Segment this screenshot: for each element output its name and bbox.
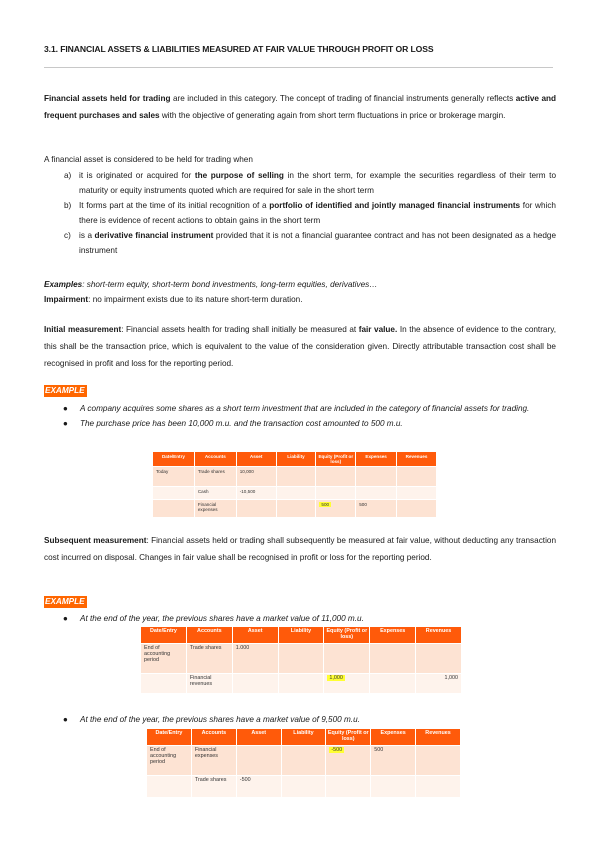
- cell-liability: [281, 745, 326, 775]
- header-accounts: Accounts: [191, 729, 236, 746]
- bullet-text: A company acquires some shares as a short term investment that are included in the category of financial assets for trading.: [80, 404, 530, 413]
- section-title: 3.1. FINANCIAL ASSETS & LIABILITIES MEASURED AT FAIR VALUE THROUGH PROFIT OR LOSS: [44, 44, 434, 54]
- title-divider: [44, 67, 553, 68]
- impairment-text: : no impairment exists due to its nature short-term duration.: [88, 295, 303, 304]
- list-item: [44, 401, 556, 416]
- cell-account: Cash: [194, 487, 236, 500]
- criteria-text: It forms part at the time of its initial recognition of a: [79, 201, 270, 210]
- cell-account: Financial revenues: [186, 673, 232, 693]
- criteria-list: [44, 168, 556, 258]
- cell-expenses: [370, 673, 416, 693]
- list-item: [44, 416, 556, 431]
- header-expenses: Expenses: [356, 452, 397, 467]
- cell-revenues: [397, 487, 437, 500]
- examples-label: Examples: [44, 280, 83, 289]
- cell-equity: [316, 500, 356, 518]
- cell-revenues: [416, 775, 461, 797]
- bullet-icon: ●: [63, 715, 68, 724]
- intro-paragraph: [44, 90, 556, 124]
- initial-text-2: In the absence of evidence to the contrary, this shall be the transaction price, which is equivalent to the value of the consideration given. Directly attributable transaction cost shall be recognised in profit and loss for the reporting period.: [44, 325, 556, 368]
- header-liability: Liability: [281, 729, 326, 746]
- bullet-icon: ●: [63, 614, 68, 623]
- subsequent-measurement-paragraph: [44, 532, 556, 566]
- cell-liability: [278, 673, 324, 693]
- cell-account: Trade shares: [194, 467, 236, 487]
- criteria-text: provided that it is not a financial guarantee contract and has not been designated as a hedge instrument: [79, 231, 556, 255]
- cell-date: [147, 775, 192, 797]
- header-date: Date/Entry: [153, 452, 195, 467]
- cell-liability: [276, 500, 316, 518]
- examples-text: : short-term equity, short-term bond investments, long-term equities, derivatives…: [82, 280, 378, 289]
- cell-asset: [236, 500, 276, 518]
- list-item: [44, 712, 556, 727]
- cell-equity: [324, 643, 370, 673]
- impairment-line: [44, 293, 302, 307]
- cell-revenues: 1,000: [416, 673, 462, 693]
- cell-date: [153, 500, 195, 518]
- table-row: [153, 467, 437, 487]
- table-row: [141, 643, 462, 673]
- cell-expenses: [356, 487, 397, 500]
- subsequent-text: : Financial assets held or trading shall subsequently be measured at fair value, without deducting any transaction cost incurred on disposal. Changes in fair value shall be recognised in profit or loss for the reporting period.: [44, 536, 556, 562]
- journal-table-initial: [152, 451, 437, 518]
- cell-account: Trade shares: [186, 643, 232, 673]
- cell-equity: [316, 487, 356, 500]
- cell-liability: [281, 775, 326, 797]
- bullet-icon: ●: [63, 404, 68, 413]
- header-date: Date/Entry: [147, 729, 192, 746]
- header-asset: Asset: [232, 627, 278, 644]
- cell-date: [141, 673, 187, 693]
- intro-bold-1: Financial assets held for trading: [44, 94, 171, 103]
- cell-asset: [232, 673, 278, 693]
- list-marker: a): [64, 171, 72, 180]
- list-marker: b): [64, 201, 72, 210]
- criteria-bold: derivative financial instrument: [94, 231, 214, 240]
- criteria-text: it is originated or acquired for: [79, 171, 195, 180]
- bullet-text: The purchase price has been 10,000 m.u. and the transaction cost amounted to 500 m.u.: [80, 419, 403, 428]
- criteria-text: for which there is evidence of recent actions to obtain gains in the short term: [79, 201, 556, 225]
- table-row: [147, 745, 461, 775]
- journal-table-loss: [146, 728, 461, 798]
- highlighted-value: -500: [331, 746, 343, 753]
- list-item: [44, 198, 556, 228]
- cell-date: [153, 487, 195, 500]
- table-row: [141, 673, 462, 693]
- criteria-text: is a: [79, 231, 95, 240]
- cell-asset: -10,500: [236, 487, 276, 500]
- header-equity: Equity (Profit or loss): [324, 627, 370, 644]
- initial-text-1: : Financial assets health for trading shall initially be measured at: [121, 325, 359, 334]
- header-equity: Equity (Profit or loss): [316, 452, 356, 467]
- table-row: [153, 500, 437, 518]
- cell-revenues: [397, 500, 437, 518]
- intro-text-2: with the objective of generating again from short term fluctuations in price or brokerage margin.: [159, 111, 506, 120]
- header-revenues: Revenues: [416, 627, 462, 644]
- list-item: [44, 168, 556, 198]
- cell-equity: [324, 673, 370, 693]
- cell-expenses: [356, 467, 397, 487]
- example-tag: EXAMPLE: [45, 597, 85, 606]
- cell-account: Financial expenses: [194, 500, 236, 518]
- header-expenses: Expenses: [370, 627, 416, 644]
- header-revenues: Revenues: [416, 729, 461, 746]
- cell-equity: [326, 745, 371, 775]
- cell-account: Financial expenses: [191, 745, 236, 775]
- cell-equity: [316, 467, 356, 487]
- cell-liability: [276, 487, 316, 500]
- cell-expenses: 500: [356, 500, 397, 518]
- example3-bullets: [44, 712, 556, 727]
- initial-measurement-paragraph: [44, 321, 556, 372]
- cell-date: End of accounting period: [141, 643, 187, 673]
- header-equity: Equity (Profit or loss): [326, 729, 371, 746]
- initial-bold: fair value.: [358, 325, 398, 334]
- header-accounts: Accounts: [186, 627, 232, 644]
- cell-asset: -500: [236, 775, 281, 797]
- list-item: [44, 611, 556, 626]
- table-header-row: [141, 627, 462, 644]
- header-expenses: Expenses: [371, 729, 416, 746]
- bullet-text: At the end of the year, the previous shares have a market value of 11,000 m.u.: [80, 614, 364, 623]
- cell-expenses: [370, 643, 416, 673]
- cell-liability: [278, 643, 324, 673]
- list-item: [44, 228, 556, 258]
- subsequent-label: Subsequent measurement: [44, 536, 147, 545]
- journal-table-gain: [140, 626, 462, 694]
- table-header-row: [153, 452, 437, 467]
- example1-bullets: [44, 401, 556, 431]
- header-asset: Asset: [236, 729, 281, 746]
- highlighted-value: 1,000: [329, 674, 343, 681]
- intro-bold-2: active and frequent purchases and sales: [44, 94, 557, 120]
- criteria-text: in the short term, for example the securities regardless of their term to maturity or equity instruments quoted which are required for sale in the short term: [79, 171, 557, 195]
- cell-asset: 10,000: [236, 467, 276, 487]
- criteria-bold: the purpose of selling: [194, 171, 284, 180]
- initial-label: Initial measurement: [44, 325, 122, 334]
- header-accounts: Accounts: [194, 452, 236, 467]
- example-tag: EXAMPLE: [45, 386, 85, 395]
- cell-revenues: [416, 643, 462, 673]
- cell-date: End of accounting period: [147, 745, 192, 775]
- cell-liability: [276, 467, 316, 487]
- header-asset: Asset: [236, 452, 276, 467]
- cell-revenues: [416, 745, 461, 775]
- table-row: [147, 775, 461, 797]
- cell-expenses: [371, 775, 416, 797]
- cell-revenues: [397, 467, 437, 487]
- criteria-bold: portfolio of identified and jointly managed financial instruments: [269, 201, 521, 210]
- cell-equity: [326, 775, 371, 797]
- cell-asset: 1.000: [232, 643, 278, 673]
- header-revenues: Revenues: [397, 452, 437, 467]
- cell-expenses: 500: [371, 745, 416, 775]
- table-row: [153, 487, 437, 500]
- table-header-row: [147, 729, 461, 746]
- bullet-icon: ●: [63, 419, 68, 428]
- header-date: Date/Entry: [141, 627, 187, 644]
- list-marker: c): [64, 231, 71, 240]
- bullet-text: At the end of the year, the previous shares have a market value of 9,500 m.u.: [80, 715, 360, 724]
- cell-account: Trade shares: [191, 775, 236, 797]
- held-for-trading-intro: A financial asset is considered to be held for trading when: [44, 155, 253, 164]
- header-liability: Liability: [278, 627, 324, 644]
- header-liability: Liability: [276, 452, 316, 467]
- cell-date: Today: [153, 467, 195, 487]
- highlighted-value: 500: [321, 502, 330, 508]
- examples-line: [44, 278, 377, 292]
- intro-text-1: are included in this category. The concept of trading of financial instruments generally reflects: [170, 94, 516, 103]
- example2-bullets: [44, 611, 556, 626]
- impairment-label: Impairment: [44, 295, 89, 304]
- cell-asset: [236, 745, 281, 775]
